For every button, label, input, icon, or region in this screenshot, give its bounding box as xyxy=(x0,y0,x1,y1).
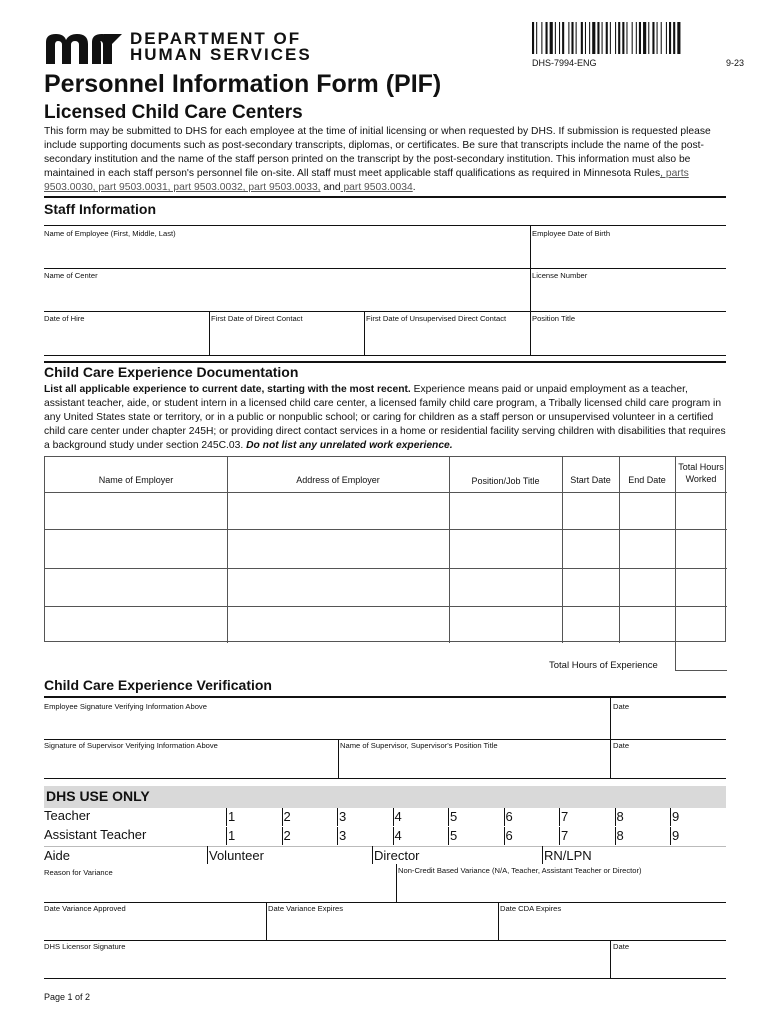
dept-line2: HUMAN SERVICES xyxy=(130,45,312,64)
center-name-field[interactable] xyxy=(44,281,530,311)
experience-description xyxy=(44,383,726,453)
experience-desc-body: Experience means paid or unpaid employment as a teacher, assistant teacher, aide, or student intern in a licensed child care center, a licensed family child care program, a Tribally licensed child care program in any United States state or territory, or in a public or nonpublic school; or caring for children as a staff person or unsupervised volunteer in a certified child care center under chapter 245H; or providing direct contact services in a home or residential facility serving children with disabilities that requires a background study under section 245C.03. xyxy=(44,384,726,451)
level-number: 1 xyxy=(228,809,236,824)
experience-table xyxy=(44,456,726,642)
divider xyxy=(610,739,611,779)
teacher-level-8-checkbox[interactable] xyxy=(615,808,670,826)
level-number: 9 xyxy=(672,828,680,843)
divider xyxy=(209,311,210,355)
level-number: 3 xyxy=(339,828,347,843)
divider xyxy=(372,846,373,864)
page-title: Personnel Information Form (PIF) xyxy=(44,70,442,98)
variance-approved-label: Date Variance Approved xyxy=(44,904,126,913)
teacher-level-2-checkbox[interactable] xyxy=(282,808,337,826)
level-number: 4 xyxy=(394,828,402,843)
level-number: 4 xyxy=(394,809,402,824)
col-employer-address: Address of Employer xyxy=(296,475,380,485)
first-direct-contact-label: First Date of Direct Contact xyxy=(211,314,303,323)
divider xyxy=(610,698,611,740)
assistant-teacher-level-7-checkbox[interactable] xyxy=(559,827,614,845)
reason-variance-field[interactable] xyxy=(44,878,395,902)
hire-date-label: Date of Hire xyxy=(44,314,85,323)
divider xyxy=(530,268,531,311)
position-title-field[interactable] xyxy=(531,324,726,354)
dept-line1: DEPARTMENT OF xyxy=(130,29,302,48)
department-name xyxy=(130,31,312,63)
supervisor-signature-label: Signature of Supervisor Verifying Information Above xyxy=(44,741,218,750)
teacher-level-6-checkbox[interactable] xyxy=(504,808,559,826)
col-employer-name: Name of Employer xyxy=(98,475,174,485)
employee-name-field[interactable] xyxy=(44,238,530,268)
teacher-level-1-checkbox[interactable] xyxy=(226,808,281,826)
form-date: 9-23 xyxy=(726,58,745,68)
level-number: 6 xyxy=(505,809,513,824)
supervisor-date-label: Date xyxy=(613,741,630,750)
assistant-teacher-level-row xyxy=(226,827,726,846)
intro-and: and xyxy=(320,182,341,193)
divider xyxy=(44,739,726,740)
dhs-logo xyxy=(44,30,124,66)
license-number-field[interactable] xyxy=(531,281,726,311)
level-number: 8 xyxy=(616,809,624,824)
divider xyxy=(44,778,726,779)
employee-signature-date-label: Date xyxy=(613,702,630,711)
divider xyxy=(44,311,726,312)
licensor-date-label: Date xyxy=(613,942,630,951)
license-number-label: License Number xyxy=(532,271,588,280)
page-number: Page 1 of 2 xyxy=(44,992,91,1002)
level-number: 2 xyxy=(283,809,291,824)
noncredit-variance-label: Non-Credit Based Variance (N/A, Teacher, Assistant Teacher or Director) xyxy=(398,866,642,875)
page-subtitle: Licensed Child Care Centers xyxy=(44,102,303,123)
level-number: 8 xyxy=(616,828,624,843)
rules-link-last[interactable]: part 9503.0034 xyxy=(340,182,413,193)
assistant-teacher-level-5-checkbox[interactable] xyxy=(448,827,503,845)
experience-italic-note: Do not list any unrelated work experience. xyxy=(243,440,453,451)
cda-expires-label: Date CDA Expires xyxy=(500,904,562,913)
teacher-level-3-checkbox[interactable] xyxy=(337,808,392,826)
divider xyxy=(338,739,339,779)
verification-section-title: Child Care Experience Verification xyxy=(44,677,272,693)
divider xyxy=(44,940,726,941)
employee-signature-date-field[interactable] xyxy=(611,712,726,740)
intro-end: . xyxy=(412,182,416,193)
assistant-teacher-level-4-checkbox[interactable] xyxy=(393,827,448,845)
col-position: Position/Job Title xyxy=(471,476,540,486)
level-number: 7 xyxy=(561,828,569,843)
divider xyxy=(44,361,726,363)
intro-body: This form may be submitted to DHS for each employee at the time of initial licensing or when requested by DHS. If submission is requested please include supporting documents such as post-secondary transcripts, diplomas, or certificates. Be sure that transcripts include the name of the post-secondary institution and the name of the staff person printed on the transcript by the post-secondary institution. This information must also be maintained in each staff person's personnel file on-site. All staff must meet applicable staff qualifications as required in Minnesota Rules xyxy=(44,126,711,179)
licensor-signature-label: DHS Licensor Signature xyxy=(44,942,126,951)
volunteer-option[interactable]: Volunteer xyxy=(209,848,264,863)
assistant-teacher-level-1-checkbox[interactable] xyxy=(226,827,281,845)
rn-lpn-option[interactable]: RN/LPN xyxy=(544,848,592,863)
employee-dob-field[interactable] xyxy=(531,238,726,268)
teacher-level-4-checkbox[interactable] xyxy=(393,808,448,826)
divider xyxy=(45,568,727,569)
variance-expires-field[interactable] xyxy=(267,914,497,940)
teacher-level-row xyxy=(226,808,726,827)
divider xyxy=(542,846,543,864)
barcode xyxy=(532,22,746,54)
level-number: 6 xyxy=(505,828,513,843)
supervisor-name-field[interactable] xyxy=(339,752,609,778)
divider xyxy=(44,355,726,356)
supervisor-name-label: Name of Supervisor, Supervisor's Position Title xyxy=(340,741,498,750)
employee-dob-label: Employee Date of Birth xyxy=(532,229,611,238)
dhs-use-only-bar xyxy=(44,786,726,808)
level-number: 5 xyxy=(450,828,458,843)
first-unsupervised-contact-field[interactable] xyxy=(365,324,530,354)
teacher-level-5-checkbox[interactable] xyxy=(448,808,503,826)
divider xyxy=(44,225,726,226)
level-number: 1 xyxy=(228,828,236,843)
divider xyxy=(44,696,726,698)
divider xyxy=(610,940,611,978)
employee-signature-field[interactable] xyxy=(44,712,609,740)
position-title-label: Position Title xyxy=(532,314,576,323)
teacher-level-9-checkbox[interactable] xyxy=(670,808,725,826)
supervisor-date-field[interactable] xyxy=(611,752,726,778)
dhs-use-only-title: DHS USE ONLY xyxy=(46,788,150,804)
divider xyxy=(45,606,727,607)
divider xyxy=(44,268,726,269)
staff-section-title: Staff Information xyxy=(44,201,156,217)
noncredit-variance-field[interactable] xyxy=(397,878,726,902)
divider xyxy=(45,529,727,530)
experience-bold-intro: List all applicable experience to current date, starting with the most recent. xyxy=(44,384,411,395)
divider xyxy=(498,902,499,940)
first-unsupervised-contact-label: First Date of Unsupervised Direct Contact xyxy=(366,314,507,323)
intro-text xyxy=(44,125,726,195)
assistant-teacher-level-8-checkbox[interactable] xyxy=(615,827,670,845)
employee-signature-label: Employee Signature Verifying Information Above xyxy=(44,702,207,711)
variance-approved-field[interactable] xyxy=(44,914,265,940)
divider xyxy=(44,196,726,198)
director-option[interactable]: Director xyxy=(374,848,420,863)
level-number: 9 xyxy=(672,809,680,824)
divider xyxy=(396,864,397,902)
assistant-teacher-level-6-checkbox[interactable] xyxy=(504,827,559,845)
divider xyxy=(530,225,531,268)
level-number: 2 xyxy=(283,828,291,843)
total-hours-field[interactable] xyxy=(675,642,727,671)
assistant-teacher-level-3-checkbox[interactable] xyxy=(337,827,392,845)
teacher-label: Teacher xyxy=(44,808,91,823)
level-number: 7 xyxy=(561,809,569,824)
divider xyxy=(44,978,726,979)
center-name-label: Name of Center xyxy=(44,271,98,280)
reason-variance-label: Reason for Variance xyxy=(44,868,113,877)
aide-label: Aide xyxy=(44,848,71,863)
licensor-date-field[interactable] xyxy=(611,952,726,978)
divider xyxy=(207,846,208,864)
divider xyxy=(530,311,531,355)
col-end-date: End Date xyxy=(628,475,666,485)
assistant-teacher-label: Assistant Teacher xyxy=(44,827,147,842)
divider xyxy=(44,902,726,903)
assistant-teacher-level-9-checkbox[interactable] xyxy=(670,827,725,845)
total-hours-label: Total Hours of Experience xyxy=(549,660,658,671)
employee-name-label: Name of Employee (First, Middle, Last) xyxy=(44,229,176,238)
first-direct-contact-field[interactable] xyxy=(210,324,364,354)
col-total-hours: Total Hours Worked xyxy=(678,462,724,484)
divider xyxy=(364,311,365,355)
col-start-date: Start Date xyxy=(570,475,611,485)
form-number: DHS-7994-ENG xyxy=(532,58,597,68)
rules-links[interactable]: , parts 9503.0030, part 9503.0031, part 9503.0032, part 9503.0033, xyxy=(44,168,689,193)
assistant-teacher-level-2-checkbox[interactable] xyxy=(282,827,337,845)
licensor-signature-field[interactable] xyxy=(44,952,609,978)
supervisor-signature-field[interactable] xyxy=(44,752,338,778)
experience-section-title: Child Care Experience Documentation xyxy=(44,364,299,380)
hire-date-field[interactable] xyxy=(44,324,209,354)
teacher-level-7-checkbox[interactable] xyxy=(559,808,614,826)
divider xyxy=(45,492,727,493)
divider xyxy=(266,902,267,940)
cda-expires-field[interactable] xyxy=(499,914,726,940)
divider xyxy=(44,846,726,847)
level-number: 3 xyxy=(339,809,347,824)
level-number: 5 xyxy=(450,809,458,824)
variance-expires-label: Date Variance Expires xyxy=(268,904,343,913)
